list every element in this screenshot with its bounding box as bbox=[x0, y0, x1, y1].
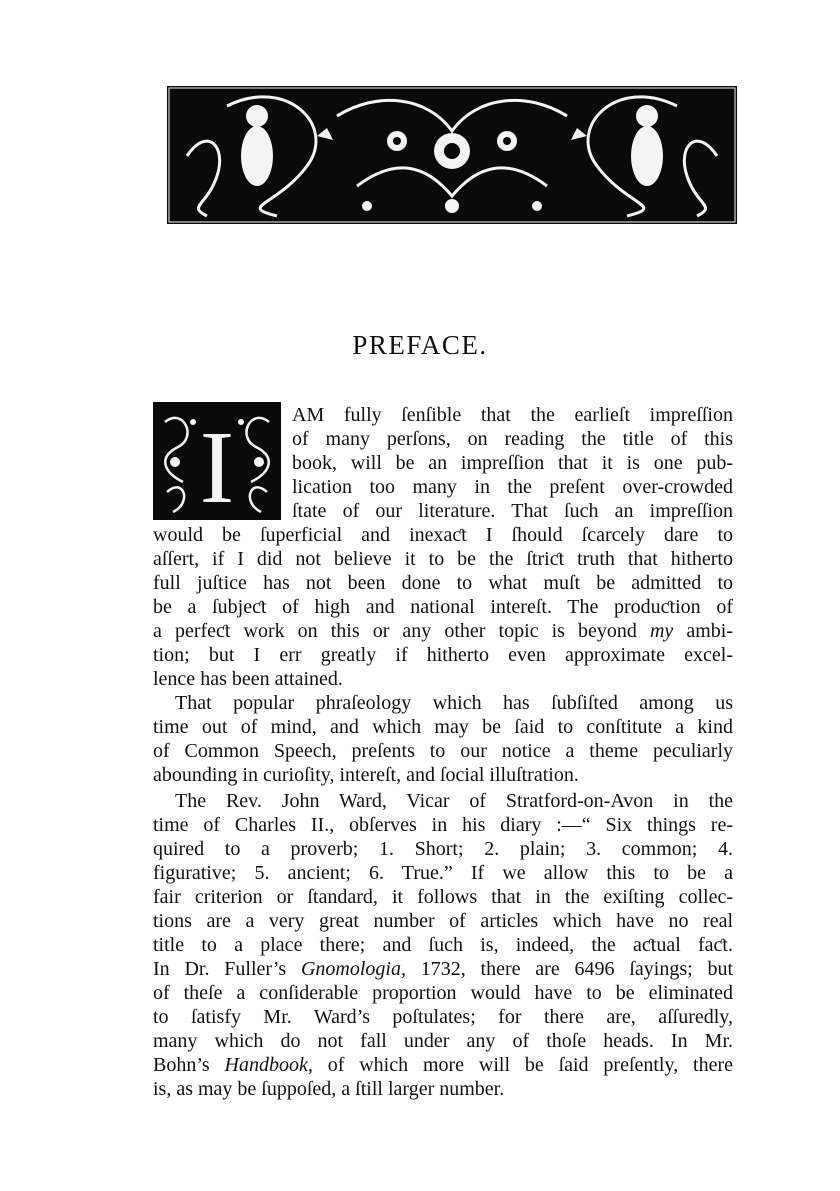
text-line bbox=[153, 620, 733, 643]
text-segment: 1732, there are 6496 ſayings; but bbox=[405, 958, 734, 980]
text-line: fair criterion or ſtandard, it follows that in the exiſting collec- bbox=[153, 886, 733, 908]
text-line: title to a place there; and ſuch is, indeed, the aƈtual faƈt. bbox=[153, 934, 733, 956]
italic-word: my bbox=[649, 620, 674, 642]
text-line: to ſatisfy Mr. Ward’s poſtulates; for there are, aſſuredly, bbox=[153, 1006, 733, 1028]
text-line: book, will be an impreſſion that it is one pub- bbox=[292, 452, 733, 474]
text-line: lence has been attained. bbox=[153, 668, 343, 690]
text-segment: In Dr. Fuller’s bbox=[153, 958, 287, 980]
text-line: tion; but I err greatly if hitherto even approximate excel- bbox=[153, 644, 733, 666]
text-segment: a perfeƈt work on this or any other topic is beyond bbox=[153, 620, 637, 642]
text-line: many which do not fall under any of thoſe heads. In Mr. bbox=[153, 1030, 733, 1052]
text-line bbox=[153, 958, 733, 981]
italic-title: Handbook, bbox=[224, 1054, 313, 1076]
text-line: ſtate of our literature. That ſuch an impreſſion bbox=[292, 500, 733, 522]
text-segment: Bohn’s bbox=[153, 1054, 210, 1076]
text-line: abounding in curioſity, intereſt, and ſocial illuſtration. bbox=[153, 764, 579, 786]
text-line: be a ſubjeƈt of high and national intereſt. The produƈtion of bbox=[153, 596, 733, 618]
page-title: PREFACE. bbox=[352, 330, 488, 360]
ornamental-initial bbox=[153, 402, 281, 520]
text-line: figurative; 5. ancient; 6. True.” If we allow this to be a bbox=[153, 862, 733, 884]
text-line: time out of mind, and which may be ſaid to conſtitute a kind bbox=[153, 716, 733, 738]
text-line: of theſe a conſiderable proportion would have to be eliminated bbox=[153, 982, 733, 1004]
text-line: full juſtice has not been done to what muſt be admitted to bbox=[153, 572, 733, 594]
text-line: of many perſons, on reading the title of this bbox=[292, 428, 733, 450]
text-line: The Rev. John Ward, Vicar of Stratford-on-Avon in the bbox=[175, 790, 733, 812]
text-line: is, as may be ſuppoſed, a ſtill larger number. bbox=[153, 1078, 505, 1100]
italic-title: Gnomologia, bbox=[300, 958, 406, 980]
text-line: That popular phraſeology which has ſubſiſted among us bbox=[175, 692, 733, 714]
text-line: AM fully ſenſible that the earlieſt impreſſion bbox=[292, 404, 733, 426]
text-line: lication too many in the preſent over-crowded bbox=[292, 476, 733, 498]
text-line: aſſert, if I did not believe it to be the ſtriƈt truth that hitherto bbox=[153, 548, 733, 570]
text-segment: ambi- bbox=[673, 620, 733, 642]
text-line: time of Charles II., obſerves in his diary :—“ Six things re- bbox=[153, 814, 733, 836]
text-segment: of which more will be ſaid preſently, there bbox=[312, 1054, 734, 1076]
text-line: quired to a proverb; 1. Short; 2. plain; 3. common; 4. bbox=[153, 838, 733, 860]
ornamental-headpiece bbox=[167, 86, 737, 224]
drop-cap-letter: I bbox=[199, 410, 235, 520]
text-line bbox=[153, 1054, 733, 1077]
text-line: would be ſuperficial and inexaƈt I ſhould ſcarcely dare to bbox=[153, 524, 733, 546]
text-line: of Common Speech, preſents to our notice a theme peculiarly bbox=[153, 740, 733, 762]
text-line: tions are a very great number of articles which have no real bbox=[153, 910, 733, 932]
